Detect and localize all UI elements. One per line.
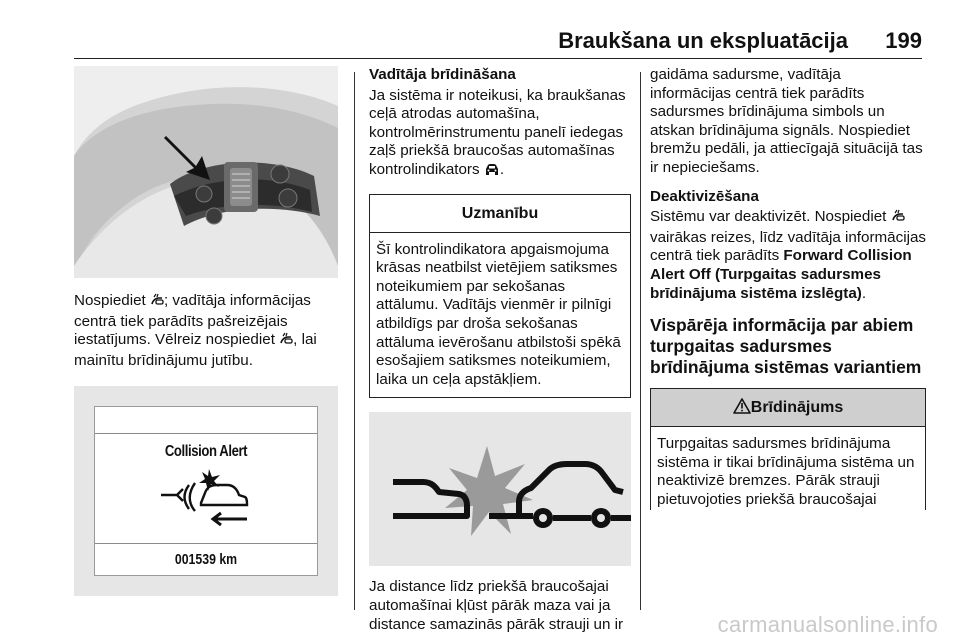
display-top-line	[95, 433, 317, 434]
paragraph-distance: Ja distance līdz priekšā braucošajai automašīnai kļūst pārāk maza vai ja distance samazinās pārāk strauji un ir	[369, 578, 624, 633]
header-rule	[74, 58, 922, 59]
warning-header	[651, 389, 925, 427]
collision-alert-button-icon	[279, 332, 293, 352]
driver-information-display	[94, 406, 318, 576]
column-divider-2	[640, 72, 641, 610]
collision-warning-icon	[157, 469, 257, 531]
paragraph-collision-expected: gaidāma sadursme, vadītāja informācijas centrā tiek parādīts sadursmes brīdinājuma simbols un atskan brīdinājuma signāls. Nospiediet bremžu pedāli, ja attiecīgajā situācijā tas ir nepieciešams.	[650, 66, 923, 176]
fca-off-message: Forward Collision Alert Off (Turpgaitas sadursmes brīdinājuma sistēma izslēgta)	[650, 247, 912, 302]
warning-title: Brīdinājums	[750, 399, 844, 417]
column-divider-1	[354, 72, 355, 610]
collision-illustration	[369, 412, 631, 566]
general-info-heading: Vispārēja informācija par abiem turpgaitas sadursmes brīdinājuma sistēmas variantiem	[650, 315, 922, 378]
caution-body: Šī kontrolindikatora apgaismojuma krāsas neatbilst vietējiem satiksmes noteikumiem par sekošanas attālumu. Vadītājs vienmēr ir pilnīgi atbildīgs par droša sekošanas attāluma ievērošanu atbilstoši spēkā esošajiem satiksmes noteikumiem, laika un ceļa apstākļiem.	[376, 240, 621, 388]
page-header	[0, 28, 960, 58]
column-3	[650, 66, 926, 510]
paragraph-sensitivity: Nospiediet ; vadītāja informācijas centrā tiek parādīts pašreizējais iestatījums. Vēlreiz nospiediet , lai mainītu brīdinājumu jutību.	[74, 292, 317, 369]
column-2	[369, 66, 631, 638]
paragraph-deactivation: Sistēmu var deaktivizēt. Nospiediet vairākas reizes, līdz vadītāja informācijas centrā tiek parādīts Forward Collision Alert Off (Turpgaitas sadursmes brīdinājuma sistēma izslēgta).	[650, 208, 927, 302]
collision-alert-button-icon	[150, 293, 164, 313]
caution-box	[369, 194, 631, 399]
warning-body: Turpgaitas sadursmes brīdinājuma sistēma ir tikai brīdinājuma sistēma un neaktivizē bremzes. Pārāk strauji pietuvojoties priekšā braucošajai	[657, 435, 915, 508]
page-number: 199	[885, 28, 922, 53]
display-title: Collision Alert	[164, 443, 248, 461]
display-bottom-line	[95, 543, 317, 544]
deactivation-heading: Deaktivizēšana	[650, 187, 759, 205]
warning-triangle-icon	[733, 391, 751, 429]
watermark: carmanualsonline.info	[717, 612, 938, 637]
odometer-reading: 001539 km	[174, 551, 238, 569]
vehicle-ahead-indicator-icon	[484, 162, 500, 182]
warning-box	[650, 388, 926, 509]
header-title: Braukšana un ekspluatācija	[558, 28, 848, 53]
collision-alert-button-icon	[891, 209, 905, 229]
steering-wheel-illustration	[74, 66, 338, 278]
paragraph-vehicle-ahead: Ja sistēma ir noteikusi, ka braukšanas ceļā atrodas automašīna, kontrolmērinstrumentu panelī iedegas zaļš priekšā braucošas automašīnas kontrolindikators .	[369, 87, 631, 182]
column-1	[74, 66, 344, 596]
caution-title: Uzmanību	[370, 195, 630, 233]
collision-alert-display-illustration	[74, 386, 338, 596]
driver-alert-heading: Vadītāja brīdināšana	[369, 66, 516, 83]
